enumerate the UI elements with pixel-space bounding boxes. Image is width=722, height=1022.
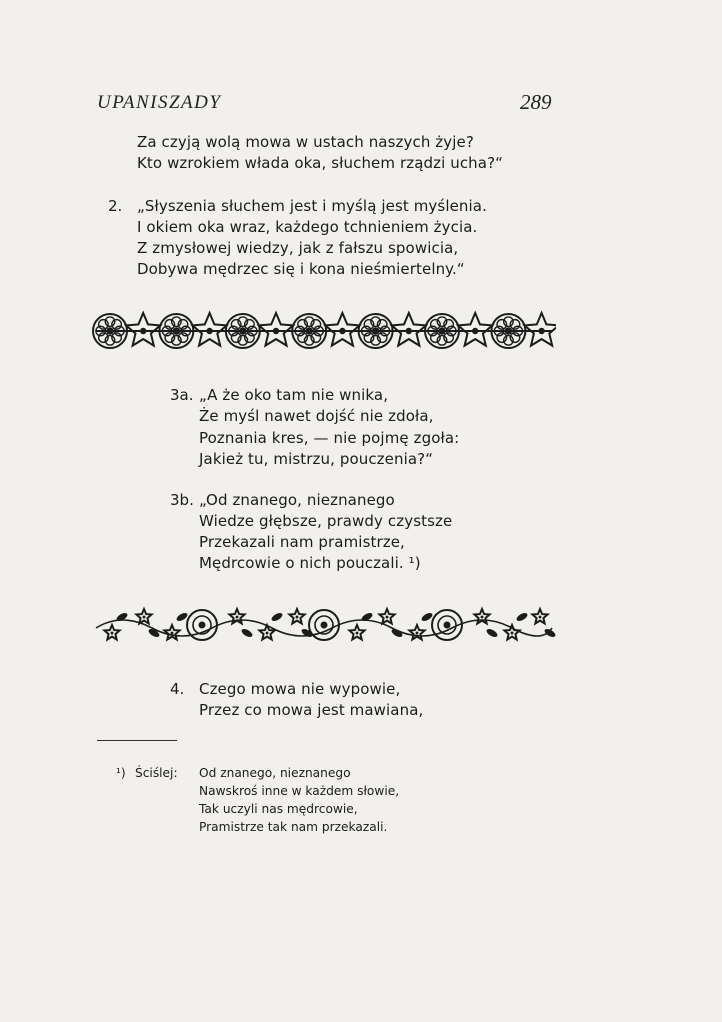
leaf-icon [515, 611, 528, 622]
leaf-icon [485, 627, 498, 638]
verse-line: „A że oko tam nie wnika, [199, 386, 389, 404]
rose-icon [309, 610, 339, 640]
star-leaf-icon [164, 625, 179, 640]
leaf-icon [543, 627, 556, 638]
star-leaf-icon [104, 625, 119, 640]
verse-line: Wiedze głębsze, prawdy czystsze [199, 512, 453, 530]
star-leaf-icon [409, 625, 424, 640]
stanza-number: 3a. [170, 386, 194, 404]
verse-line: I okiem oka wraz, każdego tchnieniem życia. [137, 218, 478, 236]
verse-line: Dobywa mędrzec się i kona nieśmiertelny.“ [137, 260, 465, 278]
star-leaf-icon [379, 609, 394, 624]
verse-line: Przez co mowa jest mawiana, [199, 701, 424, 719]
footnote-line: Od znanego, nieznanego [199, 766, 351, 780]
star-leaf-icon [474, 609, 489, 624]
verse-line: Kto wzrokiem włada oka, słuchem rządzi ucha?“ [137, 154, 504, 172]
star-leaf-icon [458, 313, 492, 346]
star-leaf-icon [193, 313, 227, 346]
star-leaf-icon [126, 313, 160, 346]
star-leaf-icon [136, 609, 151, 624]
leaf-icon [270, 611, 283, 622]
star-leaf-icon [525, 313, 557, 346]
verse-line: Przekazali nam pramistrze, [199, 533, 405, 551]
verse-line: Z zmysłowej wiedzy, jak z fałszu spowicia, [137, 239, 459, 257]
rose-icon [187, 610, 217, 640]
floral-ornament-band [92, 306, 556, 356]
star-leaf-icon [532, 609, 547, 624]
star-leaf-icon [259, 625, 274, 640]
page-number: 289 [520, 90, 552, 114]
footnote-separator [97, 740, 177, 741]
stanza-number: 2. [108, 197, 123, 215]
star-leaf-icon [392, 313, 426, 346]
star-leaf-icon [349, 625, 364, 640]
verse-line: Czego mowa nie wypowie, [199, 680, 401, 698]
star-leaf-icon [504, 625, 519, 640]
verse-line: Jakież tu, mistrzu, pouczenia?“ [199, 450, 434, 468]
footnote-marker: ¹) [116, 766, 126, 780]
footnote-line: Tak uczyli nas mędrcowie, [199, 802, 358, 816]
star-leaf-icon [289, 609, 304, 624]
verse-line: Poznania kres, — nie pojmę zgoła: [199, 429, 460, 447]
stanza-number: 3b. [170, 491, 194, 509]
footnote-line: Pramistrze tak nam przekazali. [199, 820, 388, 834]
verse-line: „Od znanego, nieznanego [199, 491, 395, 509]
star-leaf-icon [325, 313, 359, 346]
verse-line: „Słyszenia słuchem jest i myślą jest myślenia. [137, 197, 487, 215]
running-header-title: UPANISZADY [97, 92, 222, 113]
stanza-number: 4. [170, 680, 185, 698]
verse-line: Że myśl nawet dojść nie zdoła, [199, 407, 434, 425]
vine-ornament-band [92, 600, 556, 650]
leaf-icon [240, 627, 253, 638]
verse-line: Mędrcowie o nich pouczali. ¹) [199, 554, 421, 572]
footnote-line: Nawskroś inne w każdem słowie, [199, 784, 400, 798]
star-leaf-icon [259, 313, 293, 346]
footnote-label: Ściślej: [135, 766, 178, 780]
verse-line: Za czyją wolą mowa w ustach naszych żyje? [137, 133, 474, 151]
